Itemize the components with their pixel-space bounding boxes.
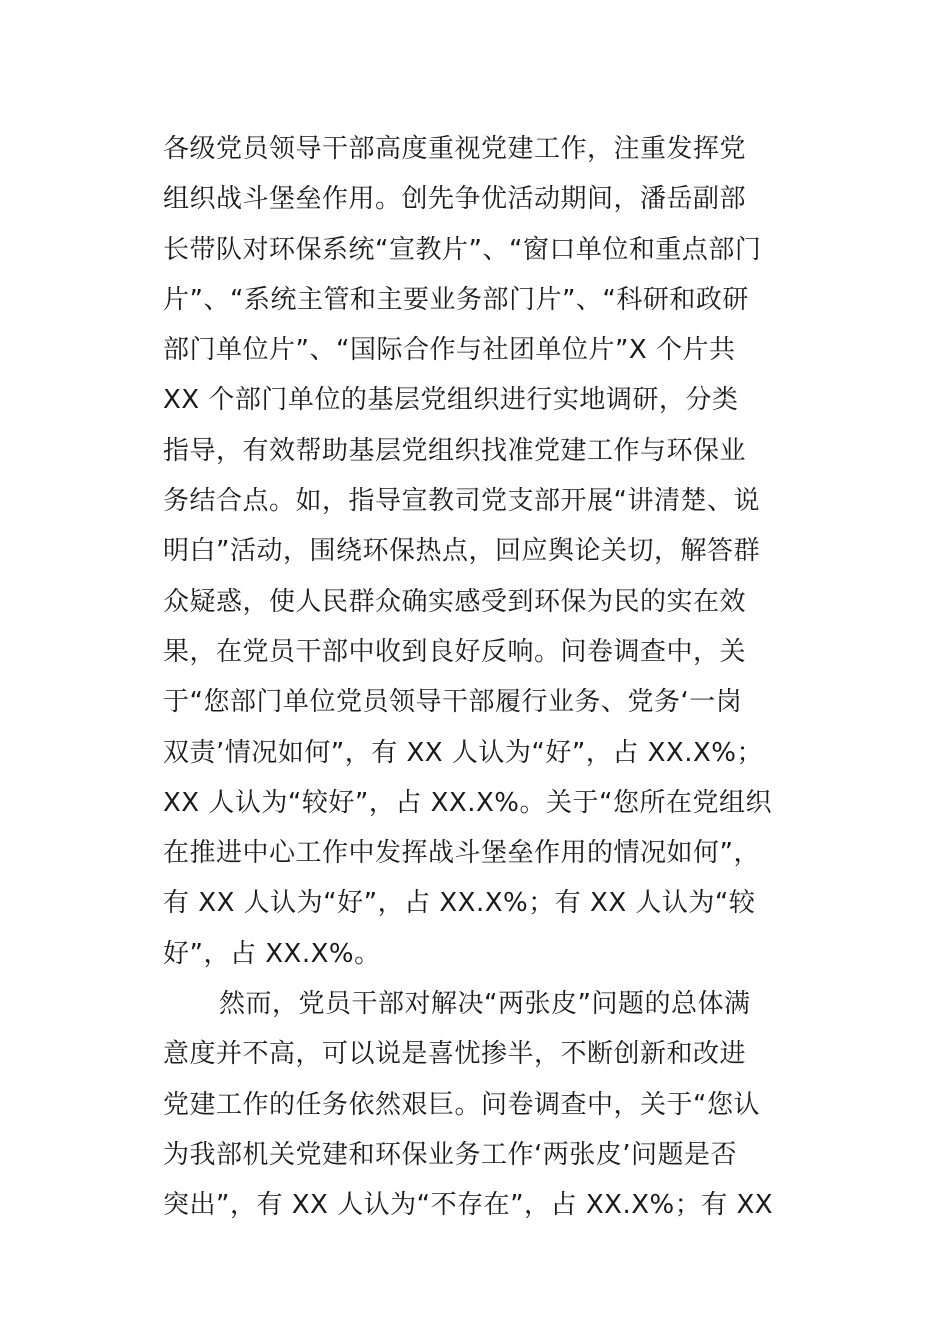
text-line: 众疑惑，使人民群众确实感受到环保为民的实在效 bbox=[163, 586, 747, 617]
text-line: XX 人认为“较好”，占 XX.X%。关于“您所在党组织 bbox=[163, 787, 772, 818]
text-line: 为我部机关党建和环保业务工作‘两张皮’问题是否 bbox=[163, 1139, 738, 1170]
text-line: XX 个部门单位的基层党组织进行实地调研，分类 bbox=[163, 385, 739, 416]
text-line: 突出”，有 XX 人认为“不存在”，占 XX.X%；有 XX bbox=[163, 1190, 774, 1221]
body-text bbox=[163, 124, 803, 1231]
text-line: 片”、“系统主管和主要业务部门片”、“科研和政研 bbox=[163, 284, 749, 315]
text-line: 组织战斗堡垒作用。创先争优活动期间，潘岳副部 bbox=[163, 184, 747, 215]
text-line: 务结合点。如，指导宣教司党支部开展“讲清楚、说 bbox=[163, 486, 760, 517]
text-line: 各级党员领导干部高度重视党建工作，注重发挥党 bbox=[163, 134, 747, 164]
text-line: 双责’情况如何”，有 XX 人认为“好”，占 XX.X%； bbox=[163, 737, 763, 768]
text-line: 部门单位片”、“国际合作与社团单位片”X 个片共 bbox=[163, 335, 736, 366]
text-line: 指导，有效帮助基层党组织找准党建工作与环保业 bbox=[163, 435, 747, 466]
text-line: 意度并不高，可以说是喜忧掺半，不断创新和改进 bbox=[163, 1039, 747, 1070]
text-line: 有 XX 人认为“好”，占 XX.X%；有 XX 人认为“较 bbox=[163, 888, 756, 919]
text-line: 明白”活动，围绕环保热点，回应舆论关切，解答群 bbox=[163, 536, 760, 567]
text-line: 果，在党员干部中收到良好反响。问卷调查中，关 bbox=[163, 636, 747, 667]
text-line: 好”，占 XX.X%。 bbox=[163, 938, 381, 969]
text-line: 于“您部门单位党员领导干部履行业务、党务‘一岗 bbox=[163, 687, 743, 718]
text-line: 在推进中心工作中发挥战斗堡垒作用的情况如何”， bbox=[163, 838, 760, 869]
text-line: 党建工作的任务依然艰巨。问卷调查中，关于“您认 bbox=[163, 1089, 760, 1120]
text-line: 长带队对环保系统“宣教片”、“窗口单位和重点部门 bbox=[163, 234, 762, 265]
paragraph-start-line: 然而，党员干部对解决“两张皮”问题的总体满 bbox=[219, 989, 751, 1020]
